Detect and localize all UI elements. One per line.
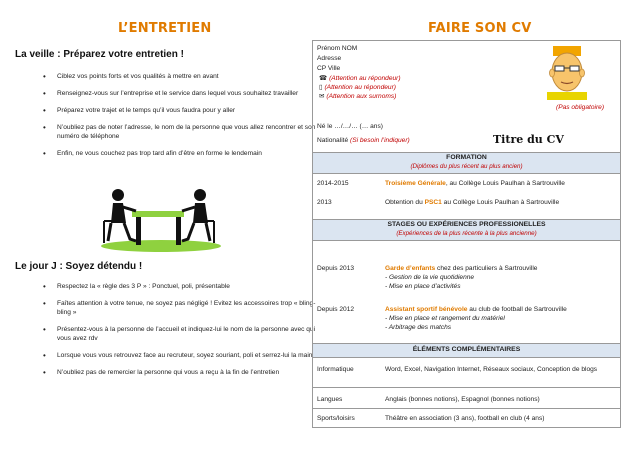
section-veille-title: La veille : Préparez votre entretien ! — [15, 49, 184, 60]
cv-nationality-row — [317, 136, 410, 145]
formation-row — [385, 198, 617, 207]
avatar-illustration — [539, 44, 595, 100]
list-item: • N’oubliez pas de remercier la personne qui vous a reçu à la fin de l’entretien — [15, 368, 327, 377]
list-item: • Lorsque vous vous retrouvez face au recruteur, soyez souriant, poli et serrez-lui la main — [15, 351, 327, 360]
complement-label: Langues — [317, 396, 343, 403]
formation-prefix: Obtention du — [385, 199, 425, 206]
list-item: • Renseignez-vous sur l’entreprise et le service dans lequel vous souhaitez travailler — [15, 89, 327, 98]
cv-phone-row — [319, 74, 401, 83]
stage-detail: au club de football de Sartrouville — [467, 306, 567, 313]
stage-bullet: - Mise en place d’activités — [385, 283, 461, 290]
complement-label: Sports/loisirs — [317, 415, 355, 422]
list-item: • Enfin, ne vous couchez pas trop tard afin d’être en forme le lendemain — [15, 149, 327, 158]
stage-row — [385, 264, 617, 291]
formation-title: FORMATION — [446, 154, 487, 161]
stage-bullet: - Mise en place et rangement du matériel — [385, 315, 505, 322]
cv-birth: Né le …/…/… (… ans) — [317, 123, 383, 130]
nationality-note: (Si besoin l’indiquer) — [350, 137, 410, 144]
email-note: (Attention aux surnoms) — [326, 93, 397, 100]
complement-value: Word, Excel, Navigation Internet, Réseaux sociaux, Conception de blogs — [385, 366, 598, 373]
formation-highlight: Troisième Générale — [385, 180, 446, 187]
stage-bullet: - Gestion de la vie quotidienne — [385, 274, 475, 281]
stage-highlight: Garde d’enfants — [385, 265, 436, 272]
formation-row — [385, 179, 617, 188]
stage-detail: chez des particuliers à Sartrouville — [435, 265, 538, 272]
phone-icon: ☎ — [319, 75, 328, 82]
list-item: • Faîtes attention à votre tenue, ne soyez pas négligé ! Evitez les accessoires trop « bling-bling » — [15, 299, 327, 317]
complement-value: Théâtre en association (3 ans), football en club (4 ans) — [385, 415, 545, 422]
list-item: • N’oubliez pas de noter l’adresse, le nom de la personne que vous allez rencontrer et son numéro de téléphone — [15, 123, 327, 141]
formation-date: 2014-2015 — [317, 180, 349, 187]
veille-list — [15, 72, 327, 166]
section-jour-j-title: Le jour J : Soyez détendu ! — [15, 261, 143, 272]
list-item: • Respectez la « règle des 3 P » : Ponctuel, poli, présentable — [15, 282, 327, 291]
jour-j-list — [15, 282, 327, 385]
stages-subtitle: (Expériences de la plus récente à la plus ancienne) — [396, 230, 537, 237]
stages-title: STAGES OU EXPÉRIENCES PROFESSIONELLES — [387, 221, 546, 228]
list-item: • Ciblez vos points forts et vos qualités à mettre en avant — [15, 72, 327, 81]
interview-title: L’ENTRETIEN — [118, 21, 212, 36]
cv-title: Titre du CV — [493, 133, 564, 146]
mobile-icon: ▯ — [319, 84, 323, 91]
phone-note: (Attention au répondeur) — [329, 75, 401, 82]
stage-date: Depuis 2013 — [317, 265, 355, 272]
email-icon: ✉ — [319, 93, 325, 100]
cv-name: Prénom NOM — [317, 45, 358, 52]
formation-subtitle: (Diplômes du plus récent au plus ancien) — [410, 163, 523, 170]
list-item: • Préparez votre trajet et le temps qu’il vous faudra pour y aller — [15, 106, 327, 115]
stage-date: Depuis 2012 — [317, 306, 355, 313]
cv-email-row — [319, 92, 396, 101]
mobile-note: (Attention au répondeur) — [324, 84, 396, 91]
cv-section-title: FAIRE SON CV — [428, 21, 532, 36]
list-item: • Présentez-vous à la personne de l’accueil et indiquez-lui le nom de la personne avec qui vous avez rdv — [15, 325, 327, 343]
cv-mobile-row — [319, 83, 396, 92]
complements-title: ÉLÉMENTS COMPLÉMENTAIRES — [412, 346, 521, 353]
stage-bullet: - Arbitrage des matchs — [385, 324, 452, 331]
complement-label: Informatique — [317, 366, 354, 373]
formation-highlight: PSC1 — [424, 199, 442, 206]
formation-detail: au Collège Louis Paulhan à Sartrouville — [441, 199, 560, 206]
formation-date: 2013 — [317, 199, 332, 206]
cv-table — [312, 40, 621, 428]
complement-value: Anglais (bonnes notions), Espagnol (bonnes notions) — [385, 396, 540, 403]
stage-highlight: Assistant sportif bénévole — [385, 306, 468, 313]
stage-row — [385, 305, 617, 332]
photo-note: (Pas obligatoire) — [556, 104, 605, 111]
interview-illustration — [96, 183, 226, 255]
formation-detail: , au Collège Louis Paulhan à Sartrouville — [445, 180, 565, 187]
nationality-label: Nationalité — [317, 137, 349, 144]
cv-address: Adresse — [317, 55, 342, 62]
cv-city: CP Ville — [317, 65, 341, 72]
